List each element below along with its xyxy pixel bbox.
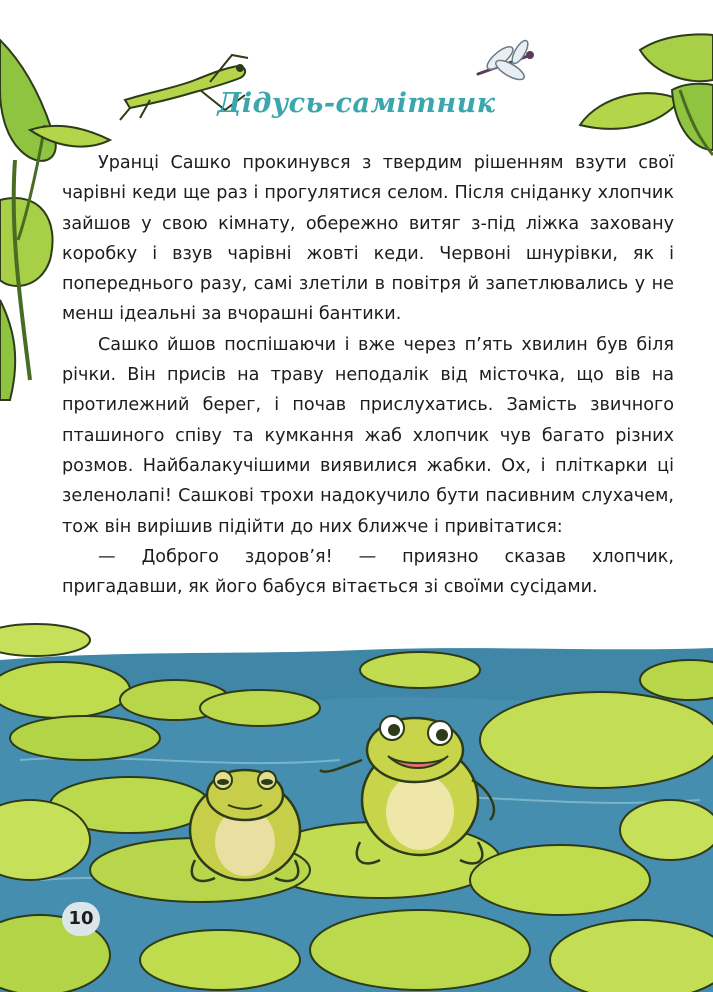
paragraph: — Доброго здоров’я! — приязно сказав хлопчик, пригадавши, як його бабуся вітається зі своїми сусідами. [62, 546, 674, 598]
story-text [62, 148, 674, 602]
paragraph: Уранці Сашко прокинувся з твердим рішенням взути свої чарівні кеди ще раз і прогулятися селом. Після сніданку хлопчик зайшов у свою кімнату, обережно витяг з-під ліжка заховану коробку і взув чарівні жовті кеди. Червоні шнурівки, як і попереднього разу, самі злетіли в повітря й запетлювались у не менш ідеальні за вчорашні бантики. [62, 153, 674, 325]
dragonfly-icon [478, 38, 534, 83]
pond-scene [0, 624, 713, 992]
chapter-title: Дідусь-самітник [217, 88, 496, 119]
paragraph: Сашко йшов поспішаючи і вже через п’ять хвилин був біля річки. Він присів на траву неподалік від місточка, що вів на протилежний берег, і почав прислухатись. Замість звичного пташиного співу та кумкання жаб хлопчик чув багато різних розмов. Найбалакучішими виявилися жабки. Ох, і пліткарки ці зеленолапі! Сашкові трохи надокучило бути пасивним слухачем, тож він вирішив підійти до них ближче і привітатися: [62, 334, 674, 537]
page-number: 10 [62, 902, 100, 936]
